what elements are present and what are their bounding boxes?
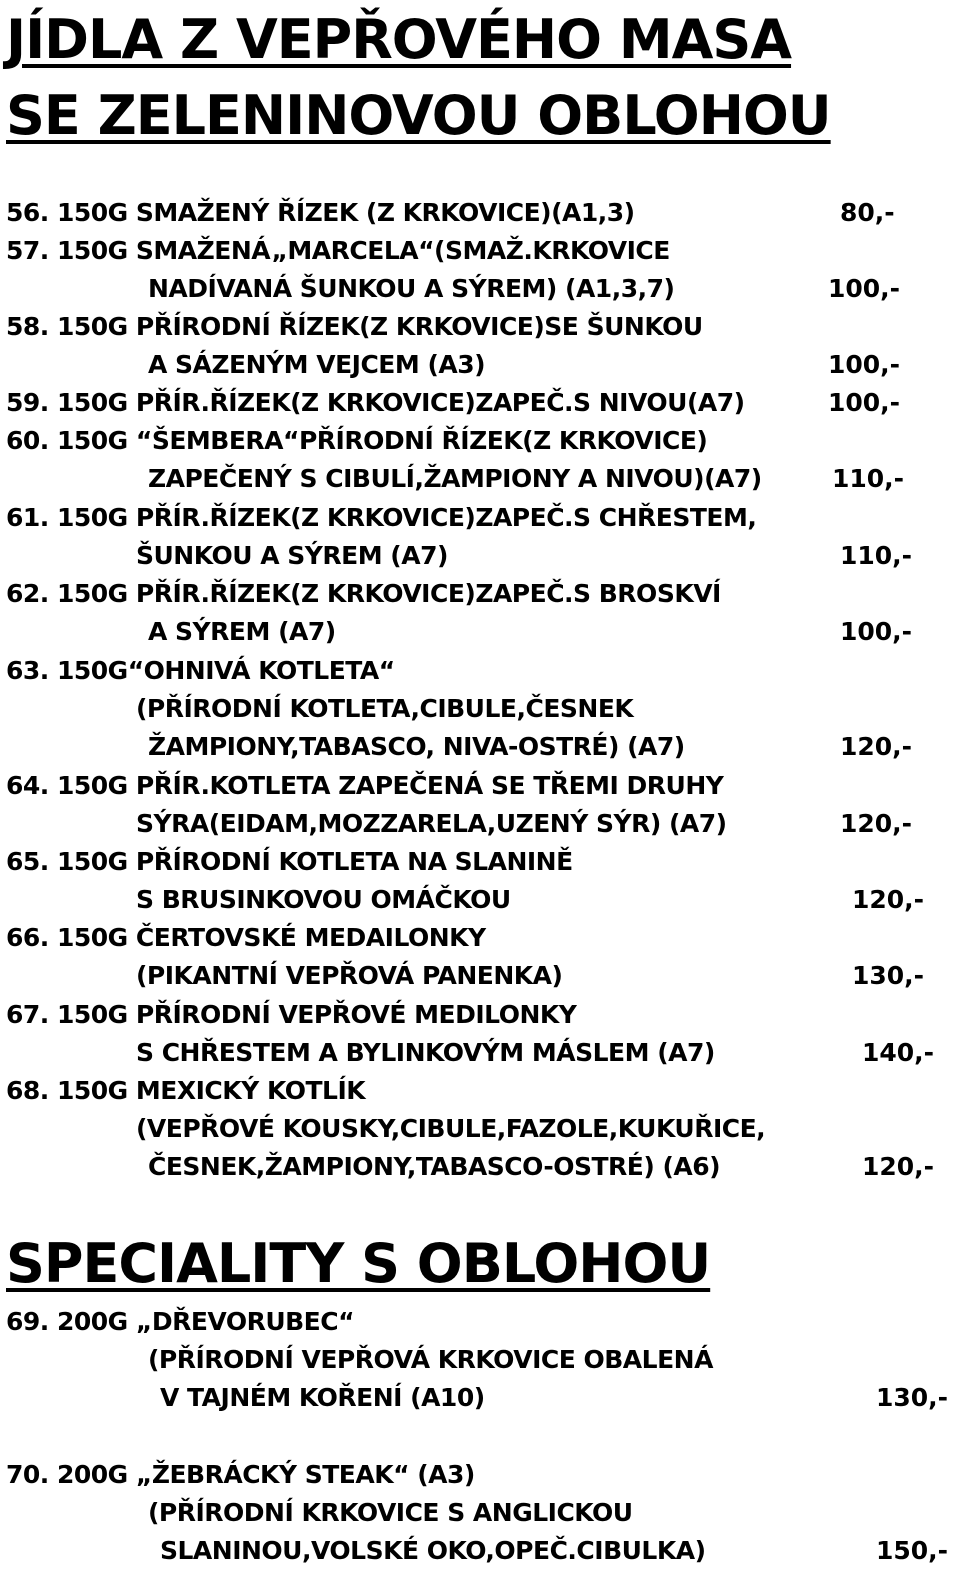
- menu-item-line: 57. 150G SMAŽENÁ„MARCELA“(SMAŽ.KRKOVICE: [6, 236, 670, 265]
- menu-item-line: 66. 150G ČERTOVSKÉ MEDAILONKY: [6, 923, 486, 952]
- menu-item-line: (VEPŘOVÉ KOUSKY,CIBULE,FAZOLE,KUKUŘICE,: [136, 1114, 766, 1143]
- menu-item-price: 80,-: [840, 198, 895, 227]
- menu-item-line: A SÝREM (A7): [148, 617, 336, 646]
- menu-item-line: (PIKANTNÍ VEPŘOVÁ PANENKA): [136, 961, 563, 990]
- section-title-specialities: SPECIALITY S OBLOHOU: [6, 1232, 711, 1295]
- menu-item-line: (PŘÍRODNÍ KRKOVICE S ANGLICKOU: [148, 1498, 633, 1527]
- section-title-line-1: JÍDLA Z VEPŘOVÉHO MASA: [6, 8, 792, 71]
- menu-item-line: ČESNEK,ŽAMPIONY,TABASCO-OSTRÉ) (A6): [148, 1152, 721, 1181]
- menu-item-line: 56. 150G SMAŽENÝ ŘÍZEK (Z KRKOVICE)(A1,3): [6, 198, 635, 227]
- menu-item-price: 120,-: [852, 885, 925, 914]
- menu-item-line: 58. 150G PŘÍRODNÍ ŘÍZEK(Z KRKOVICE)SE ŠUNKOU: [6, 312, 703, 341]
- menu-item-price: 100,-: [828, 274, 901, 303]
- menu-item-price: 120,-: [862, 1152, 935, 1181]
- menu-item-price: 120,-: [840, 732, 913, 761]
- menu-item-line: NADÍVANÁ ŠUNKOU A SÝREM) (A1,3,7): [148, 274, 675, 303]
- menu-item-line: 60. 150G “ŠEMBERA“PŘÍRODNÍ ŘÍZEK(Z KRKOVICE): [6, 426, 708, 455]
- menu-item-line: A SÁZENÝM VEJCEM (A3): [148, 350, 486, 379]
- menu-item-line: (PŘÍRODNÍ KOTLETA,CIBULE,ČESNEK: [136, 694, 634, 723]
- menu-item-line: S CHŘESTEM A BYLINKOVÝM MÁSLEM (A7): [136, 1038, 715, 1067]
- menu-item-price: 120,-: [840, 809, 913, 838]
- menu-item-line: V TAJNÉM KOŘENÍ (A10): [160, 1383, 485, 1412]
- menu-item-line: 64. 150G PŘÍR.KOTLETA ZAPEČENÁ SE TŘEMI DRUHY: [6, 771, 724, 800]
- menu-item-line: ŠUNKOU A SÝREM (A7): [136, 541, 448, 570]
- section-title-line-2: SE ZELENINOVOU OBLOHOU: [6, 84, 831, 147]
- menu-item-price: 130,-: [876, 1383, 949, 1412]
- menu-item-price: 110,-: [840, 541, 913, 570]
- menu-item-line: 68. 150G MEXICKÝ KOTLÍK: [6, 1076, 366, 1105]
- menu-item-price: 130,-: [852, 961, 925, 990]
- menu-item-line: SLANINOU,VOLSKÉ OKO,OPEČ.CIBULKA): [160, 1536, 706, 1565]
- menu-item-line: 59. 150G PŘÍR.ŘÍZEK(Z KRKOVICE)ZAPEČ.S NIVOU(A7): [6, 388, 745, 417]
- menu-item-line: 61. 150G PŘÍR.ŘÍZEK(Z KRKOVICE)ZAPEČ.S CHŘESTEM,: [6, 503, 757, 532]
- menu-item-price: 100,-: [828, 388, 901, 417]
- menu-item-line: 65. 150G PŘÍRODNÍ KOTLETA NA SLANINĚ: [6, 847, 573, 876]
- menu-item-line: (PŘÍRODNÍ VEPŘOVÁ KRKOVICE OBALENÁ: [148, 1345, 713, 1374]
- menu-item-line: ZAPEČENÝ S CIBULÍ,ŽAMPIONY A NIVOU)(A7): [148, 464, 762, 493]
- menu-item-price: 140,-: [862, 1038, 935, 1067]
- menu-item-line: 63. 150G“OHNIVÁ KOTLETA“: [6, 656, 395, 685]
- menu-item-line: 67. 150G PŘÍRODNÍ VEPŘOVÉ MEDILONKY: [6, 1000, 577, 1029]
- menu-item-line: 70. 200G „ŽEBRÁCKÝ STEAK“ (A3): [6, 1460, 475, 1489]
- menu-item-price: 100,-: [828, 350, 901, 379]
- menu-item-price: 150,-: [876, 1536, 949, 1565]
- menu-item-line: ŽAMPIONY,TABASCO, NIVA-OSTRÉ) (A7): [148, 732, 685, 761]
- menu-item-price: 100,-: [840, 617, 913, 646]
- menu-item-line: 62. 150G PŘÍR.ŘÍZEK(Z KRKOVICE)ZAPEČ.S BROSKVÍ: [6, 579, 721, 608]
- menu-item-line: 69. 200G „DŘEVORUBEC“: [6, 1307, 355, 1336]
- menu-item-price: 110,-: [832, 464, 905, 493]
- menu-item-line: S BRUSINKOVOU OMÁČKOU: [136, 885, 511, 914]
- menu-item-line: SÝRA(EIDAM,MOZZARELA,UZENÝ SÝR) (A7): [136, 809, 727, 838]
